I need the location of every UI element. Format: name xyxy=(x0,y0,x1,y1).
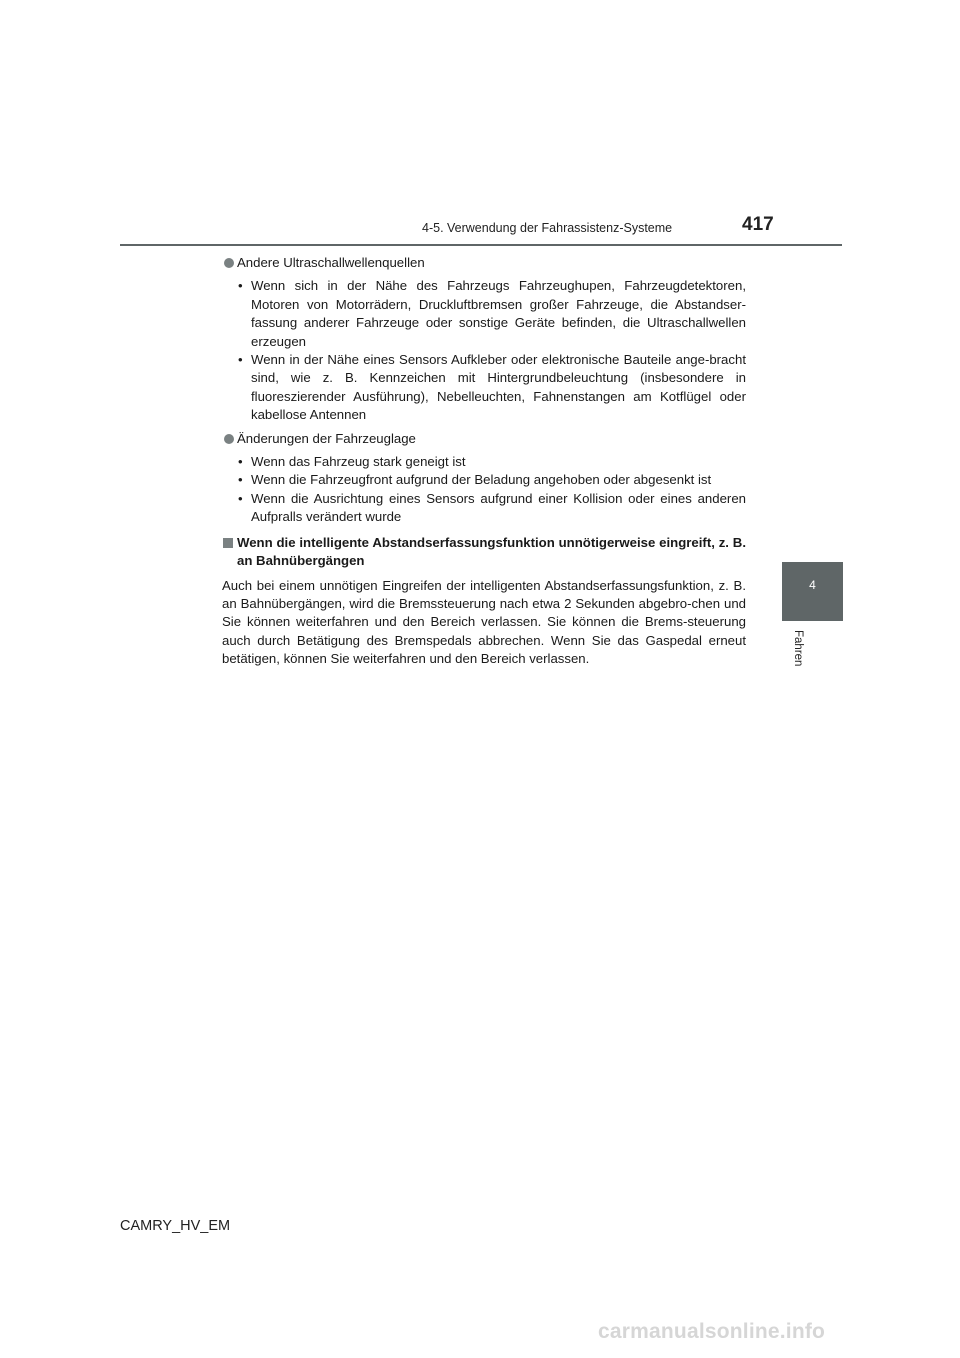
bullet-list xyxy=(222,453,746,527)
list-item-text: Wenn die Ausrichtung eines Sensors aufgrund einer Kollision oder eines anderen Aufpralls verändert wurde xyxy=(251,490,746,525)
chapter-number: 4 xyxy=(809,578,816,592)
bullet-group-ultrasonic xyxy=(222,254,746,425)
circle-bullet-icon xyxy=(224,434,234,444)
header-rule xyxy=(120,244,842,246)
bullet-list xyxy=(222,277,746,424)
chapter-label-text: Fahren xyxy=(792,630,804,667)
bullet-heading-text: Andere Ultraschallwellenquellen xyxy=(237,255,425,270)
list-item-text: Wenn das Fahrzeug stark geneigt ist xyxy=(251,454,466,470)
middle-dot-icon: • xyxy=(238,278,243,294)
section-heading-text: Wenn die intelligente Abstandserfassungsfunktion unnötigerweise eingreift, z. B. an Bahnübergängen xyxy=(237,534,746,569)
section-body: Auch bei einem unnötigen Eingreifen der intelligenten Abstandserfassungsfunktion, z. B. an Bahnübergängen, wird die Bremssteuerung nach etwa 2 Sekunden abgebro-chen und Sie können weiterfahren und den Bereich verlassen. Sie können die Brems-steuerung auch durch Betätigung des Bremspedals abbrechen. Wenn Sie das Gaspedal erneut betätigen, können Sie weiterfahren und den Bereich verlassen. xyxy=(222,577,746,667)
list-item xyxy=(222,277,746,351)
square-bullet-icon xyxy=(223,538,233,548)
footer-doc-code: CAMRY_HV_EM xyxy=(120,1218,231,1234)
bullet-heading-text: Änderungen der Fahrzeuglage xyxy=(237,430,416,446)
list-item-text: Wenn in der Nähe eines Sensors Aufkleber oder elektronische Bauteile ange-bracht sind, wie z. B. Kennzeichen mit Hintergrundbeleuchtung (insbesondere in fluoreszierender Ausführung), Nebelleuchten, Fahnenstangen am Kotflügel oder kabellose Antennen xyxy=(251,352,746,423)
list-item xyxy=(222,453,746,471)
list-item xyxy=(222,471,746,489)
middle-dot-icon: • xyxy=(238,352,243,368)
chapter-label xyxy=(790,630,806,674)
bullet-heading xyxy=(222,430,746,448)
circle-bullet-icon xyxy=(224,258,234,268)
bullet-group-vehicle-position xyxy=(222,430,746,527)
section-heading xyxy=(222,534,746,571)
list-item xyxy=(222,490,746,527)
list-item-text: Wenn die Fahrzeugfront aufgrund der Beladung angehoben oder abgesenkt ist xyxy=(251,472,712,488)
bullet-heading xyxy=(222,254,746,272)
middle-dot-icon: • xyxy=(238,490,243,506)
middle-dot-icon: • xyxy=(238,454,243,470)
middle-dot-icon: • xyxy=(238,472,243,488)
chapter-tab xyxy=(782,562,843,621)
list-item-text: Wenn sich in der Nähe des Fahrzeugs Fahrzeughupen, Fahrzeugdetektoren, Motoren von Motorrädern, Druckluftbremsen großer Fahrzeuge, die Abstandser-fassung anderer Fahrzeuge oder sonstige Geräte befinden, die Ultraschallwellen erzeugen xyxy=(251,278,746,349)
page-content xyxy=(222,254,746,669)
list-item xyxy=(222,351,746,425)
page-number: 417 xyxy=(742,214,774,235)
header-section-title: 4-5. Verwendung der Fahrassistenz-Systeme xyxy=(422,221,673,235)
watermark-logo: carmanualsonline.info xyxy=(598,1320,826,1343)
